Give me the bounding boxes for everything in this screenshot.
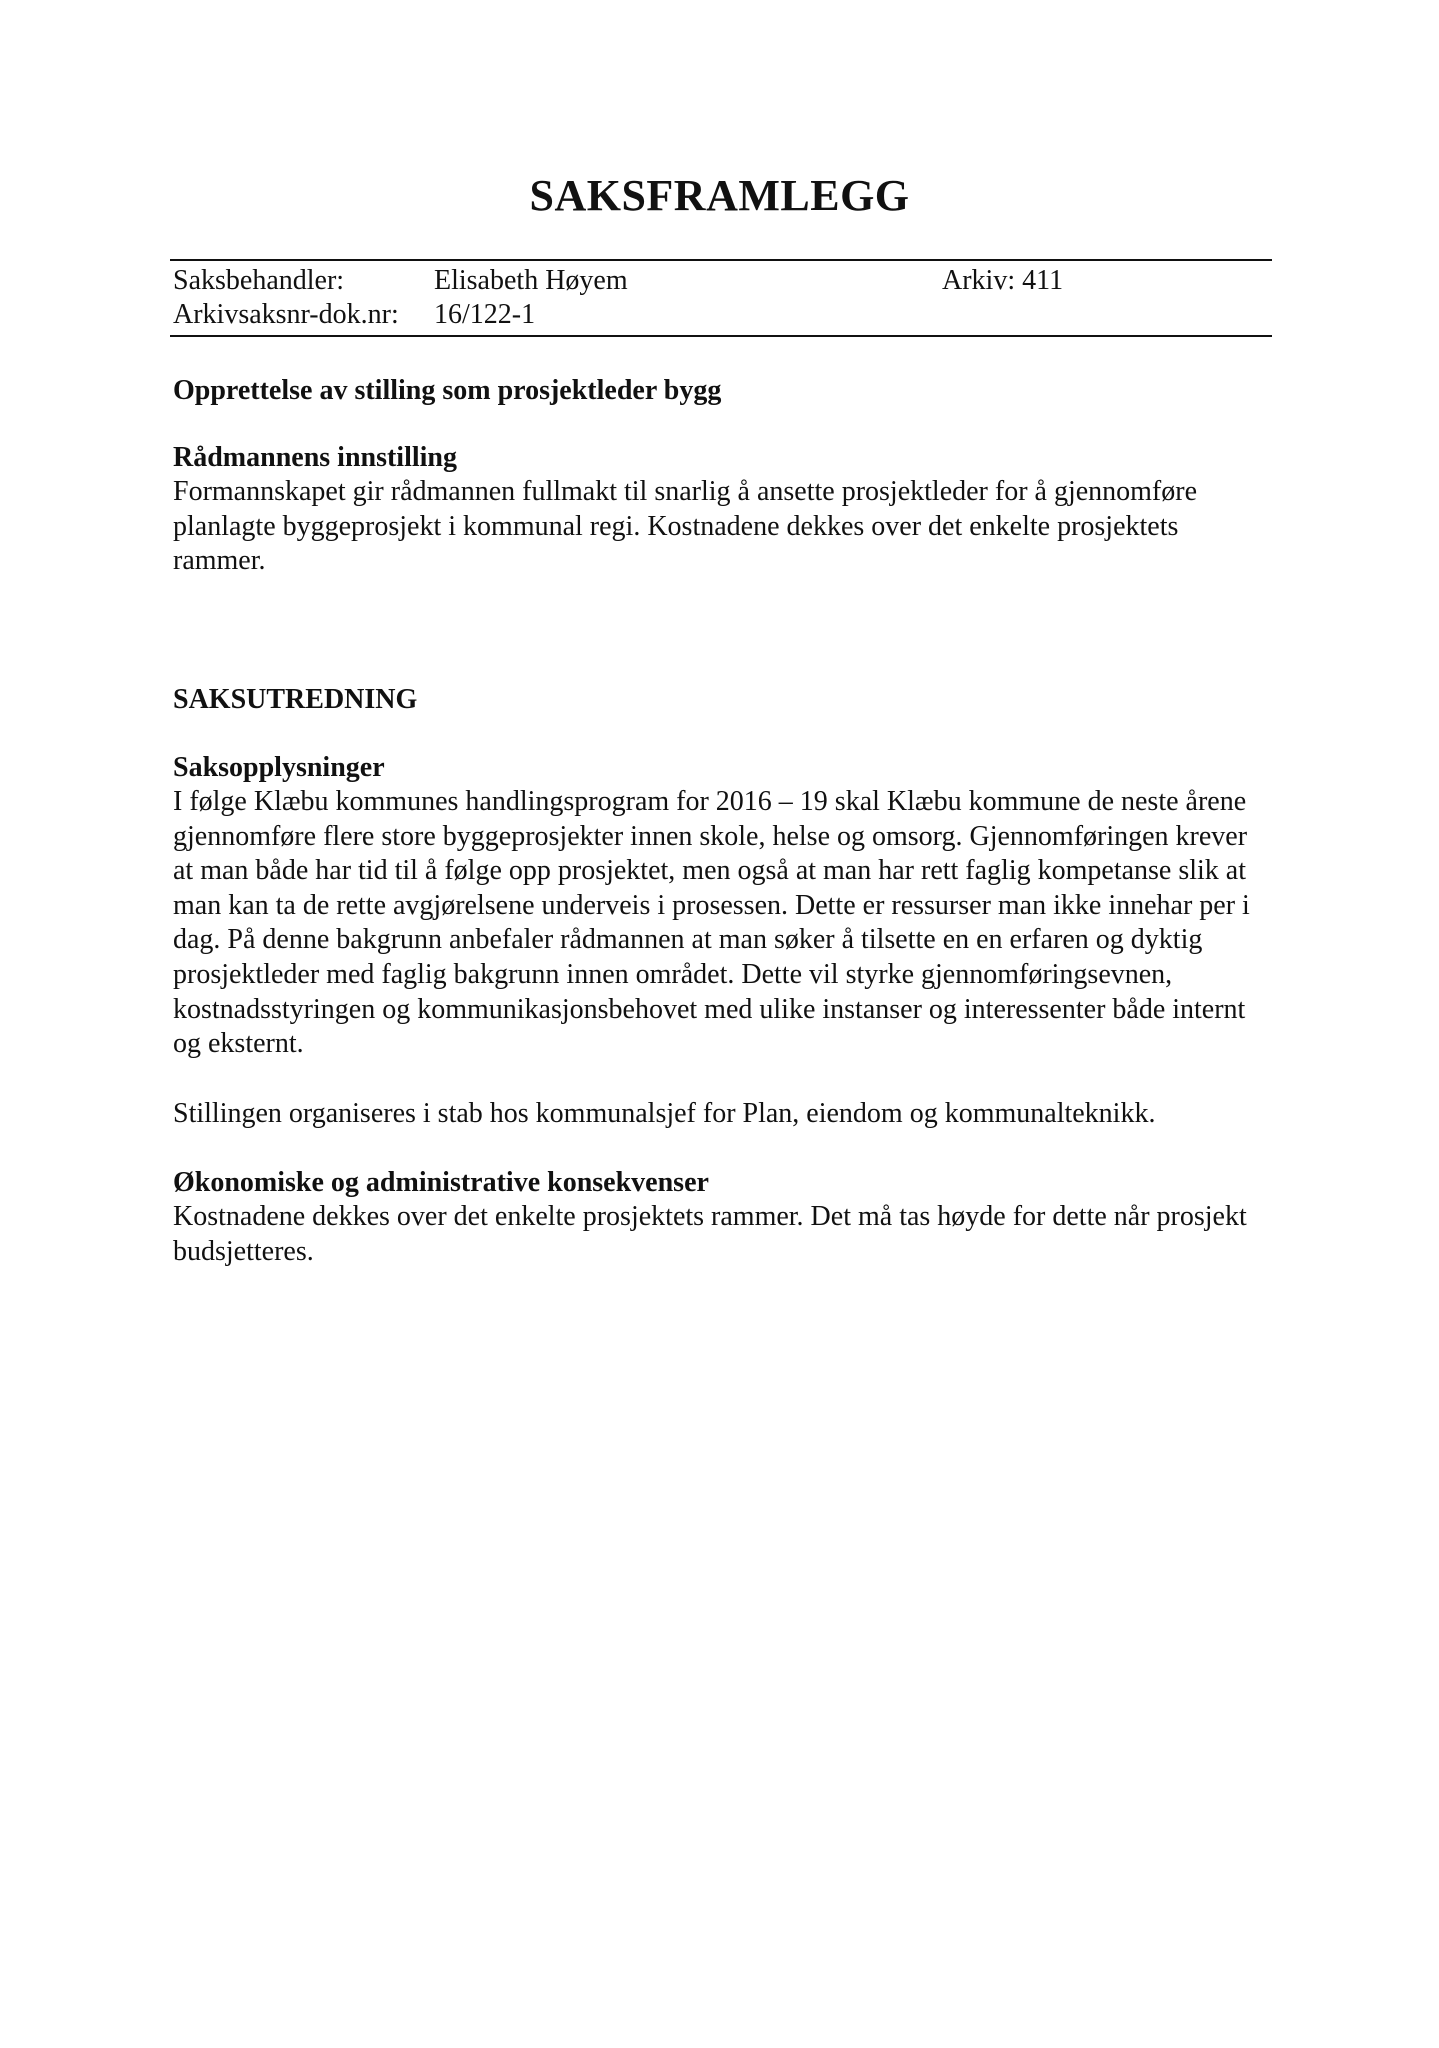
section-saksutredning	[173, 682, 1273, 717]
stillingen-text: Stillingen organiseres i stab hos kommunalsjef for Plan, eiendom og kommunalteknikk.	[173, 1098, 1156, 1129]
archive-reference: Arkiv: 411	[942, 265, 1064, 296]
header-bottom-rule	[170, 335, 1272, 337]
section-innstilling	[173, 440, 1273, 579]
okonomi-text: Kostnadene dekkes over det enkelte prosjektets rammer. Det må tas høyde for dette når prosjekt budsjetteres.	[173, 1201, 1247, 1267]
innstilling-heading: Rådmannens innstilling	[173, 442, 457, 473]
case-title: Opprettelse av stilling som prosjektleder bygg	[173, 375, 722, 406]
section-okonomi	[173, 1165, 1273, 1269]
section-saksopplysninger	[173, 750, 1273, 1062]
saksopplysninger-heading: Saksopplysninger	[173, 752, 385, 783]
handler-label: Saksbehandler:	[173, 265, 345, 296]
case-number-label: Arkivsaksnr-dok.nr:	[173, 299, 399, 330]
okonomi-heading: Økonomiske og administrative konsekvenser	[173, 1167, 709, 1198]
saksopplysninger-text: I følge Klæbu kommunes handlingsprogram for 2016 – 19 skal Klæbu kommune de neste årene gjennomføre flere store byggeprosjekter innen skole, helse og omsorg. Gjennomføringen krever at man både har tid til å følge opp prosjektet, men også at man har rett faglig kompetanse slik at man kan ta de rette avgjørelsene underveis i prosessen. Dette er ressurser man ikke innehar per i dag. På denne bakgrunn anbefaler rådmannen at man søker å tilsette en en erfaren og dyktig prosjektleder med faglig bakgrunn innen området. Dette vil styrke gjennomføringsevnen, kostnadsstyringen og kommunikasjonsbehovet med ulike instanser og interessenter både internt og eksternt.	[173, 786, 1250, 1060]
saksutredning-heading: SAKSUTREDNING	[173, 684, 418, 715]
innstilling-text: Formannskapet gir rådmannen fullmakt til snarlig å ansette prosjektleder for å gjennomføre planlagte byggeprosjekt i kommunal regi. Kostnadene dekkes over det enkelte prosjektets rammer.	[173, 476, 1198, 577]
case-number-value: 16/122-1	[434, 299, 536, 330]
page-title: SAKSFRAMLEGG	[529, 171, 910, 220]
handler-value: Elisabeth Høyem	[434, 265, 628, 296]
header-top-rule	[170, 259, 1272, 261]
section-stillingen	[173, 1097, 1273, 1132]
